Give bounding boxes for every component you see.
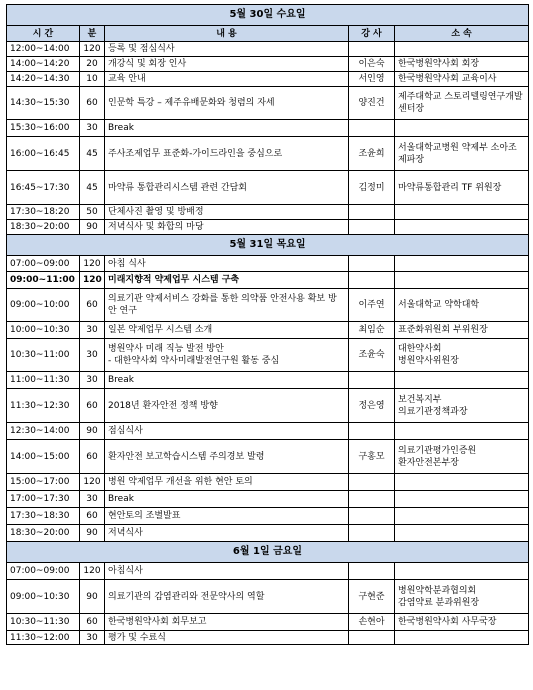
session-time: 09:00~11:00 bbox=[7, 272, 80, 289]
session-speaker: 구홍모 bbox=[349, 440, 395, 474]
session-row bbox=[7, 322, 529, 339]
session-affiliation bbox=[395, 220, 529, 235]
day-header-row bbox=[7, 542, 529, 563]
session-content: 저녁식사 및 화합의 마당 bbox=[105, 220, 349, 235]
session-minutes: 30 bbox=[80, 120, 105, 137]
header-affiliation: 소 속 bbox=[395, 26, 529, 42]
session-affiliation: 서울대학교 약학대학 bbox=[395, 289, 529, 322]
session-speaker bbox=[349, 474, 395, 491]
session-content: 병원약사 미래 직능 발전 방안 - 대한약사회 약사미래발전연구원 활동 중심 bbox=[105, 339, 349, 372]
session-speaker bbox=[349, 563, 395, 580]
session-affiliation: 한국병원약사회 교육이사 bbox=[395, 72, 529, 87]
session-speaker: 최임순 bbox=[349, 322, 395, 339]
session-minutes: 50 bbox=[80, 205, 105, 220]
session-affiliation: 한국병원약사회 회장 bbox=[395, 57, 529, 72]
session-affiliation: 대한약사회 병원약사위원장 bbox=[395, 339, 529, 372]
session-speaker bbox=[349, 272, 395, 289]
session-time: 14:20~14:30 bbox=[7, 72, 80, 87]
session-affiliation bbox=[395, 491, 529, 508]
session-time: 15:30~16:00 bbox=[7, 120, 80, 137]
session-speaker: 김정미 bbox=[349, 171, 395, 205]
session-affiliation bbox=[395, 508, 529, 525]
session-time: 11:00~11:30 bbox=[7, 372, 80, 389]
session-time: 07:00~09:00 bbox=[7, 563, 80, 580]
session-content: 점심식사 bbox=[105, 423, 349, 440]
session-content: 일본 약제업무 시스템 소개 bbox=[105, 322, 349, 339]
session-minutes: 60 bbox=[80, 289, 105, 322]
session-content: 개강식 및 회장 인사 bbox=[105, 57, 349, 72]
session-time: 11:30~12:30 bbox=[7, 389, 80, 423]
day-header-row bbox=[7, 5, 529, 26]
session-row bbox=[7, 171, 529, 205]
session-content: 등록 및 점심식사 bbox=[105, 42, 349, 57]
session-time: 07:00~09:00 bbox=[7, 256, 80, 272]
session-speaker bbox=[349, 42, 395, 57]
session-row bbox=[7, 57, 529, 72]
session-minutes: 60 bbox=[80, 614, 105, 631]
session-content: 미래지향적 약제업무 시스템 구축 bbox=[105, 272, 349, 289]
session-content: Break bbox=[105, 491, 349, 508]
session-row bbox=[7, 87, 529, 120]
schedule-table bbox=[6, 4, 529, 645]
session-row bbox=[7, 508, 529, 525]
session-minutes: 60 bbox=[80, 440, 105, 474]
session-row bbox=[7, 205, 529, 220]
session-row bbox=[7, 120, 529, 137]
session-affiliation: 서울대학교병원 약제부 소아조제파장 bbox=[395, 137, 529, 171]
session-minutes: 30 bbox=[80, 372, 105, 389]
session-minutes: 60 bbox=[80, 508, 105, 525]
session-speaker: 양진건 bbox=[349, 87, 395, 120]
session-minutes: 30 bbox=[80, 631, 105, 645]
session-minutes: 90 bbox=[80, 220, 105, 235]
session-speaker bbox=[349, 372, 395, 389]
column-header-row bbox=[7, 26, 529, 42]
session-affiliation: 마약류통합관리 TF 위원장 bbox=[395, 171, 529, 205]
session-affiliation bbox=[395, 120, 529, 137]
session-time: 15:00~17:00 bbox=[7, 474, 80, 491]
session-row bbox=[7, 491, 529, 508]
session-speaker: 조윤숙 bbox=[349, 339, 395, 372]
session-row bbox=[7, 256, 529, 272]
session-minutes: 45 bbox=[80, 137, 105, 171]
session-content: 아침 식사 bbox=[105, 256, 349, 272]
day-title: 5월 30일 수요일 bbox=[7, 5, 529, 26]
session-row bbox=[7, 525, 529, 542]
session-row bbox=[7, 289, 529, 322]
session-speaker bbox=[349, 205, 395, 220]
session-minutes: 90 bbox=[80, 580, 105, 614]
session-content: 한국병원약사회 회무보고 bbox=[105, 614, 349, 631]
session-minutes: 60 bbox=[80, 389, 105, 423]
schedule-body bbox=[7, 5, 529, 645]
session-row bbox=[7, 137, 529, 171]
session-row bbox=[7, 631, 529, 645]
session-time: 17:30~18:30 bbox=[7, 508, 80, 525]
session-affiliation bbox=[395, 42, 529, 57]
session-speaker bbox=[349, 525, 395, 542]
session-affiliation bbox=[395, 372, 529, 389]
session-row bbox=[7, 389, 529, 423]
session-time: 14:30~15:30 bbox=[7, 87, 80, 120]
session-content: 아침식사 bbox=[105, 563, 349, 580]
session-affiliation: 의료기관평가인증원 환자안전본부장 bbox=[395, 440, 529, 474]
session-content: 마약류 통합관리시스템 관련 간담회 bbox=[105, 171, 349, 205]
session-row bbox=[7, 272, 529, 289]
session-row bbox=[7, 580, 529, 614]
session-speaker bbox=[349, 491, 395, 508]
session-content: Break bbox=[105, 120, 349, 137]
session-affiliation: 제주대학교 스토리텔링연구개발센터장 bbox=[395, 87, 529, 120]
session-time: 12:00~14:00 bbox=[7, 42, 80, 57]
session-content: 저녁식사 bbox=[105, 525, 349, 542]
session-minutes: 90 bbox=[80, 525, 105, 542]
session-speaker bbox=[349, 508, 395, 525]
session-time: 16:00~16:45 bbox=[7, 137, 80, 171]
session-affiliation bbox=[395, 205, 529, 220]
session-affiliation bbox=[395, 631, 529, 645]
session-speaker: 손현아 bbox=[349, 614, 395, 631]
session-row bbox=[7, 72, 529, 87]
session-affiliation bbox=[395, 563, 529, 580]
session-content: 교육 안내 bbox=[105, 72, 349, 87]
header-speaker: 강 사 bbox=[349, 26, 395, 42]
session-minutes: 30 bbox=[80, 491, 105, 508]
session-time: 10:30~11:00 bbox=[7, 339, 80, 372]
header-content: 내 용 bbox=[105, 26, 349, 42]
session-speaker: 서인영 bbox=[349, 72, 395, 87]
header-time: 시 간 bbox=[7, 26, 80, 42]
session-affiliation: 한국병원약사회 사무국장 bbox=[395, 614, 529, 631]
day-title: 6월 1일 금요일 bbox=[7, 542, 529, 563]
session-time: 14:00~14:20 bbox=[7, 57, 80, 72]
session-row bbox=[7, 423, 529, 440]
session-minutes: 120 bbox=[80, 272, 105, 289]
session-time: 10:30~11:30 bbox=[7, 614, 80, 631]
session-speaker: 이주연 bbox=[349, 289, 395, 322]
session-speaker: 구현준 bbox=[349, 580, 395, 614]
session-time: 09:00~10:30 bbox=[7, 580, 80, 614]
session-row bbox=[7, 372, 529, 389]
session-minutes: 45 bbox=[80, 171, 105, 205]
session-affiliation bbox=[395, 525, 529, 542]
session-time: 12:30~14:00 bbox=[7, 423, 80, 440]
session-content: 인문학 특강 – 제주유배문화와 청렴의 자세 bbox=[105, 87, 349, 120]
session-minutes: 120 bbox=[80, 474, 105, 491]
session-speaker bbox=[349, 256, 395, 272]
session-row bbox=[7, 474, 529, 491]
session-minutes: 10 bbox=[80, 72, 105, 87]
session-time: 11:30~12:00 bbox=[7, 631, 80, 645]
session-time: 17:00~17:30 bbox=[7, 491, 80, 508]
day-title: 5월 31일 목요일 bbox=[7, 235, 529, 256]
session-content: 의료기관의 감염관리와 전문약사의 역할 bbox=[105, 580, 349, 614]
session-content: 평가 및 수료식 bbox=[105, 631, 349, 645]
session-speaker: 정은영 bbox=[349, 389, 395, 423]
session-content: 병원 약제업무 개선을 위한 현안 토의 bbox=[105, 474, 349, 491]
session-minutes: 30 bbox=[80, 339, 105, 372]
session-content: 현안토의 조별발표 bbox=[105, 508, 349, 525]
session-content: 단체사진 촬영 및 방배정 bbox=[105, 205, 349, 220]
session-speaker bbox=[349, 220, 395, 235]
session-time: 18:30~20:00 bbox=[7, 525, 80, 542]
session-speaker bbox=[349, 631, 395, 645]
session-row bbox=[7, 42, 529, 57]
session-affiliation bbox=[395, 423, 529, 440]
session-time: 17:30~18:20 bbox=[7, 205, 80, 220]
session-row bbox=[7, 220, 529, 235]
day-header-row bbox=[7, 235, 529, 256]
session-affiliation: 보건복지부 의료기관정책과장 bbox=[395, 389, 529, 423]
session-minutes: 120 bbox=[80, 563, 105, 580]
session-speaker: 조윤희 bbox=[349, 137, 395, 171]
session-affiliation bbox=[395, 474, 529, 491]
header-minutes: 분 bbox=[80, 26, 105, 42]
session-speaker bbox=[349, 120, 395, 137]
session-content: 환자안전 보고학습시스템 주의경보 발령 bbox=[105, 440, 349, 474]
session-speaker: 이은숙 bbox=[349, 57, 395, 72]
session-affiliation bbox=[395, 256, 529, 272]
session-row bbox=[7, 563, 529, 580]
session-minutes: 60 bbox=[80, 87, 105, 120]
session-affiliation bbox=[395, 272, 529, 289]
session-time: 14:00~15:00 bbox=[7, 440, 80, 474]
session-row bbox=[7, 614, 529, 631]
session-affiliation: 병원약학분과협의회 감염약료 분과위원장 bbox=[395, 580, 529, 614]
session-row bbox=[7, 339, 529, 372]
session-time: 18:30~20:00 bbox=[7, 220, 80, 235]
session-time: 16:45~17:30 bbox=[7, 171, 80, 205]
session-content: 2018년 환자안전 정책 방향 bbox=[105, 389, 349, 423]
session-minutes: 120 bbox=[80, 42, 105, 57]
session-minutes: 90 bbox=[80, 423, 105, 440]
session-speaker bbox=[349, 423, 395, 440]
session-minutes: 30 bbox=[80, 322, 105, 339]
session-time: 09:00~10:00 bbox=[7, 289, 80, 322]
session-content: Break bbox=[105, 372, 349, 389]
session-minutes: 20 bbox=[80, 57, 105, 72]
session-minutes: 120 bbox=[80, 256, 105, 272]
session-time: 10:00~10:30 bbox=[7, 322, 80, 339]
session-content: 주사조제업무 표준화-가이드라인을 중심으로 bbox=[105, 137, 349, 171]
session-content: 의료기관 약제서비스 강화를 통한 의약품 안전사용 확보 방안 연구 bbox=[105, 289, 349, 322]
session-affiliation: 표준화위원회 부위원장 bbox=[395, 322, 529, 339]
session-row bbox=[7, 440, 529, 474]
